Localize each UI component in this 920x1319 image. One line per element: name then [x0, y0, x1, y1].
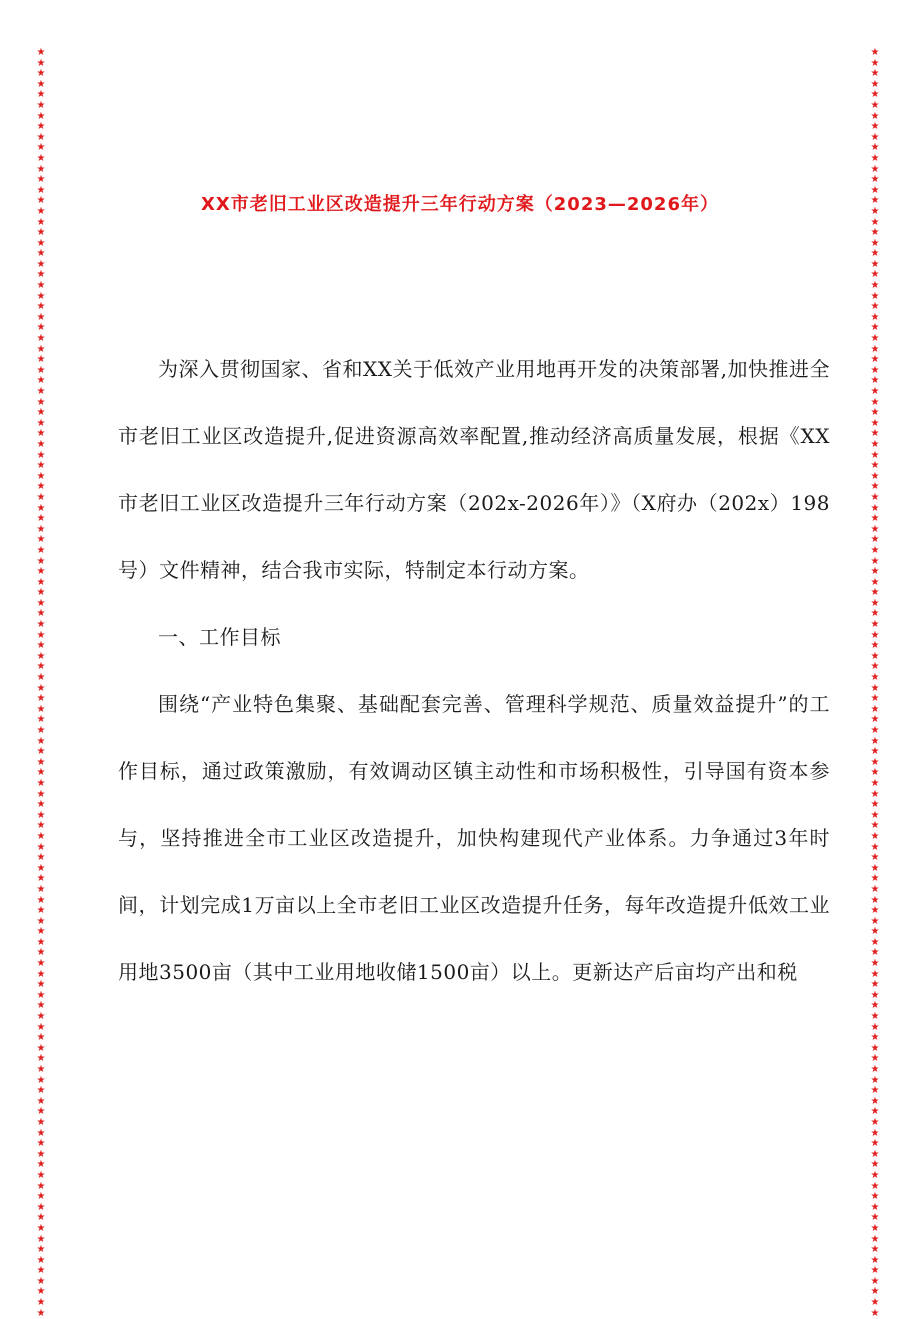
- document-title: XX市老旧工业区改造提升三年行动方案（2023—2026年）: [201, 194, 719, 215]
- left-star-border: ★★★★★★★★★★★★★★★★★★★★★★★★★★★★★★★★★★★★★★★★★★★★★★★★★★★★★★★★★★★★★★★★★★★★★★★★★★★★★★★★★★★★★★★★★★★★★★★★★★★★★★★★★★★★★★★★★★★★★★★★: [36, 47, 46, 1319]
- section-heading-work-goals: 一、工作目标: [158, 625, 281, 649]
- document-body: [118, 336, 830, 1006]
- work-goals-paragraph: 围绕“产业特色集聚、基础配套完善、管理科学规范、质量效益提升”的工作目标，通过政策激励，有效调动区镇主动性和市场积极性，引导国有资本参与，坚持推进全市工业区改造提升，加快构建现代产业体系。力争通过3年时间，计划完成1万亩以上全市老旧工业区改造提升任务，每年改造提升低效工业用地3500亩（其中工业用地收储1500亩）以上。更新达产后亩均产出和税: [118, 692, 830, 984]
- right-star-border: ★★★★★★★★★★★★★★★★★★★★★★★★★★★★★★★★★★★★★★★★★★★★★★★★★★★★★★★★★★★★★★★★★★★★★★★★★★★★★★★★★★★★★★★★★★★★★★★★★★★★★★★★★★★★★★★★★★★★★★★★: [870, 47, 880, 1319]
- intro-paragraph: 为深入贯彻国家、省和XX关于低效产业用地再开发的决策部署,加快推进全市老旧工业区改造提升,促进资源高效率配置,推动经济高质量发展，根据《XX市老旧工业区改造提升三年行动方案（202x-2026年）》（X府办（202x）198号）文件精神，结合我市实际，特制定本行动方案。: [118, 357, 830, 582]
